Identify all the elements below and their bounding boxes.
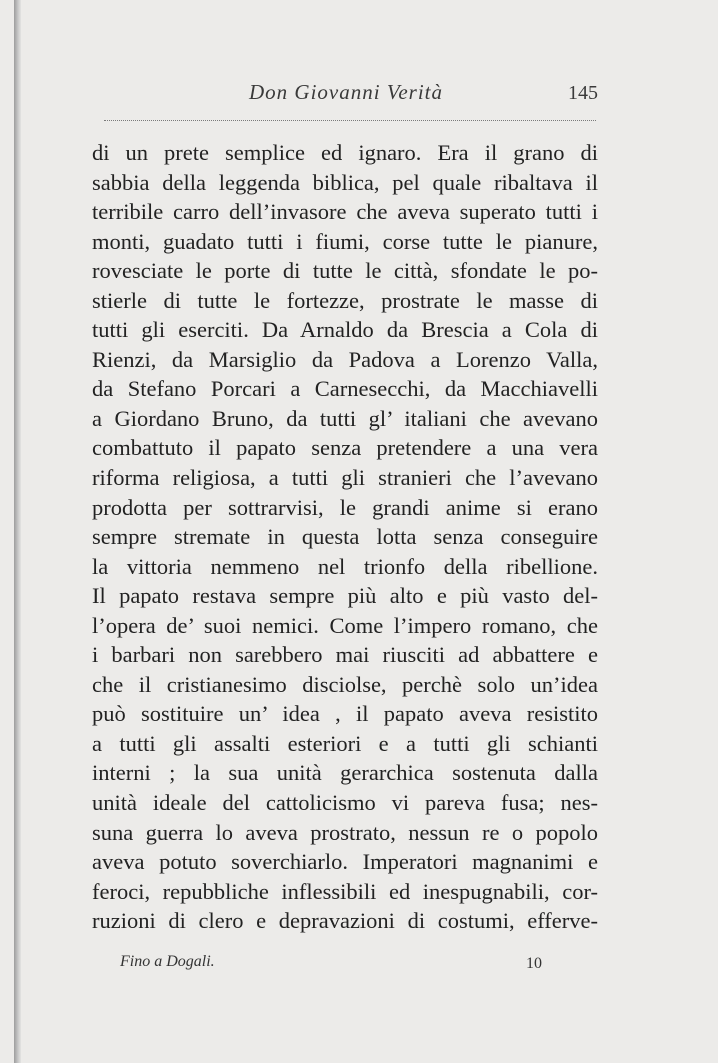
text-line: suna guerra lo aveva prostrato, nessun re o popolo: [92, 819, 598, 845]
text-line: aveva potuto soverchiarlo. Imperatori magnanimi e: [92, 849, 598, 875]
text-line: l’opera de’ suoi nemici. Come l’impero romano, che: [92, 612, 598, 638]
signature-mark: Fino a Dogali.: [120, 953, 215, 970]
body-text: [92, 138, 598, 936]
text-line: stierle di tutte le fortezze, prostrate le masse di: [92, 287, 598, 313]
text-line: ruzioni di clero e depravazioni di costumi, efferve-: [92, 908, 598, 934]
text-line: a tutti gli assalti esteriori e a tutti gli schianti: [92, 730, 598, 756]
text-line: a Giordano Bruno, da tutti gl’ italiani che avevano: [92, 405, 598, 431]
text-line: di un prete semplice ed ignaro. Era il grano di: [92, 140, 598, 165]
text-line: prodotta per sottrarvisi, le grandi anime si erano: [92, 494, 598, 520]
signature-number: 10: [526, 955, 542, 972]
text-line: tutti gli eserciti. Da Arnaldo da Brescia a Cola di: [92, 317, 598, 343]
text-line: unità ideale del cattolicismo vi pareva fusa; nes-: [92, 790, 598, 816]
text-line: può sostituire un’ idea , il papato aveva resistito: [92, 701, 598, 727]
text-line: i barbari non sarebbero mai riusciti ad abbattere e: [92, 642, 598, 668]
text-line: da Stefano Porcari a Carnesecchi, da Macchiavelli: [92, 376, 598, 402]
text-line: riforma religiosa, a tutti gli stranieri che l’avevano: [92, 465, 598, 491]
text-line: monti, guadato tutti i fiumi, corse tutte le pianure,: [92, 228, 598, 254]
text-line: terribile carro dell’invasore che aveva superato tutti i: [92, 199, 598, 225]
text-line: che il cristianesimo disciolse, perchè solo un’idea: [92, 671, 598, 697]
text-line: interni ; la sua unità gerarchica sostenuta dalla: [92, 760, 598, 786]
text-line: la vittoria nemmeno nel trionfo della ribellione.: [92, 553, 598, 579]
text-line: sabbia della leggenda biblica, pel quale ribaltava il: [92, 169, 598, 195]
text-line: feroci, repubbliche inflessibili ed inespugnabili, cor-: [92, 878, 598, 904]
page-number: 145: [568, 82, 598, 104]
page-header: [92, 78, 600, 108]
text-line: sempre stremate in questa lotta senza conseguire: [92, 524, 598, 550]
text-line: combattuto il papato senza pretendere a una vera: [92, 435, 598, 461]
running-title: Don Giovanni Verità: [249, 80, 443, 104]
header-rule: [104, 120, 596, 121]
binding-edge: [14, 0, 21, 1063]
text-line: Il papato restava sempre più alto e più vasto del-: [92, 583, 598, 609]
text-line: rovesciate le porte di tutte le città, sfondate le po-: [92, 258, 598, 284]
text-line: Rienzi, da Marsiglio da Padova a Lorenzo Valla,: [92, 346, 598, 372]
